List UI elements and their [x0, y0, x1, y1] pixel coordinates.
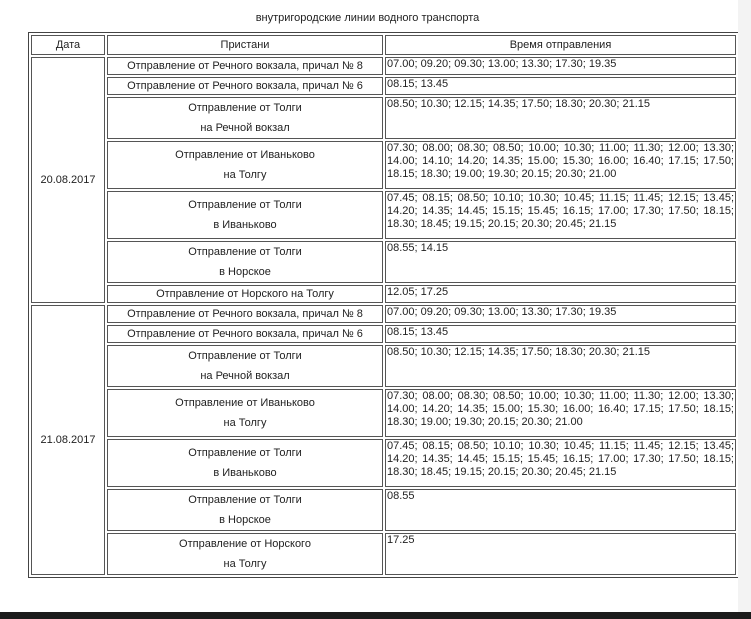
- departure-times-cell: 08.50; 10.30; 12.15; 14.35; 17.50; 18.30; 20.30; 21.15: [385, 345, 736, 387]
- pier-cell: [107, 345, 383, 387]
- header-row: [31, 35, 736, 55]
- pier-line: Отправление от Иваньково: [175, 397, 315, 409]
- pier-line: в Иваньково: [213, 467, 277, 479]
- pier-cell: [107, 77, 383, 95]
- departure-times-cell: 08.50; 10.30; 12.15; 14.35; 17.50; 18.30; 20.30; 21.15: [385, 97, 736, 139]
- departure-times-cell: 08.55; 14.15: [385, 241, 736, 283]
- pier-line: Отправление от Речного вокзала, причал № 6: [127, 79, 363, 92]
- pier-line: Отправление от Толги: [188, 102, 302, 114]
- departure-times-cell: 12.05; 17.25: [385, 285, 736, 303]
- departure-times-cell: 08.15; 13.45: [385, 77, 736, 95]
- pier-line: на Речной вокзал: [200, 370, 290, 382]
- table-row: [31, 97, 736, 139]
- table-row: [31, 325, 736, 343]
- departure-times-cell: 08.55: [385, 489, 736, 531]
- table-row: [31, 305, 736, 323]
- schedule-body: [31, 57, 736, 575]
- schedule-table: [28, 32, 739, 578]
- pier-line: Отправление от Норского: [179, 538, 311, 550]
- table-caption: внутригородские линии водного транспорта: [255, 12, 480, 24]
- pier-line: Отправление от Иваньково: [175, 149, 315, 161]
- departure-times-cell: 07.30; 08.00; 08.30; 08.50; 10.00; 10.30; 11.00; 11.30; 12.00; 13.30; 14.00; 14.20; 14.35; 15.00; 15.30; 16.00; 16.40; 17.15; 17.50; 18.15; 18.30; 19.00; 19.30; 20.15; 20.30; 21.00: [385, 389, 736, 437]
- table-row: [31, 533, 736, 575]
- pier-cell: [107, 533, 383, 575]
- pier-cell: [107, 191, 383, 239]
- table-row: [31, 389, 736, 437]
- date-cell: 21.08.2017: [31, 305, 105, 575]
- table-row: [31, 345, 736, 387]
- pier-line: Отправление от Речного вокзала, причал № 8: [127, 307, 363, 320]
- departure-times-cell: 08.15; 13.45: [385, 325, 736, 343]
- pier-line: Отправление от Толги: [188, 447, 302, 459]
- table-row: [31, 77, 736, 95]
- pier-cell: [107, 439, 383, 487]
- pier-line: в Иваньково: [213, 219, 277, 231]
- pier-line: в Норское: [219, 514, 271, 526]
- pier-line: Отправление от Толги: [188, 246, 302, 258]
- window-edge: [738, 0, 751, 612]
- pier-cell: [107, 325, 383, 343]
- date-cell: 20.08.2017: [31, 57, 105, 303]
- pier-cell: [107, 57, 383, 75]
- pier-cell: [107, 241, 383, 283]
- pier-cell: [107, 141, 383, 189]
- pier-cell: [107, 305, 383, 323]
- pier-cell: [107, 389, 383, 437]
- pier-line: на Толгу: [223, 417, 267, 429]
- pier-cell: [107, 97, 383, 139]
- pier-line: Отправление от Толги: [188, 350, 302, 362]
- table-row: [31, 285, 736, 303]
- header-time: Время отправления: [385, 35, 736, 55]
- pier-line: Отправление от Толги: [188, 494, 302, 506]
- pier-line: на Толгу: [223, 558, 267, 570]
- table-row: [31, 57, 736, 75]
- pier-cell: [107, 489, 383, 531]
- pier-line: Отправление от Речного вокзала, причал № 6: [127, 327, 363, 340]
- departure-times-cell: 17.25: [385, 533, 736, 575]
- pier-line: Отправление от Норского на Толгу: [156, 287, 334, 300]
- header-piers: Пристани: [107, 35, 383, 55]
- pier-cell: [107, 285, 383, 303]
- table-row: [31, 489, 736, 531]
- departure-times-cell: 07.00; 09.20; 09.30; 13.00; 13.30; 17.30; 19.35: [385, 57, 736, 75]
- table-row: [31, 439, 736, 487]
- table-row: [31, 191, 736, 239]
- pier-line: на Толгу: [223, 169, 267, 181]
- pier-line: Отправление от Речного вокзала, причал № 8: [127, 59, 363, 72]
- departure-times-cell: 07.45; 08.15; 08.50; 10.10; 10.30; 10.45; 11.15; 11.45; 12.15; 13.45; 14.20; 14.35; 14.45; 15.15; 15.45; 16.15; 17.00; 17.30; 17.50; 18.15; 18.30; 18.45; 19.15; 20.15; 20.30; 20.45; 21.15: [385, 191, 736, 239]
- departure-times-cell: 07.00; 09.20; 09.30; 13.00; 13.30; 17.30; 19.35: [385, 305, 736, 323]
- table-row: [31, 141, 736, 189]
- departure-times-cell: 07.30; 08.00; 08.30; 08.50; 10.00; 10.30; 11.00; 11.30; 12.00; 13.30; 14.00; 14.10; 14.20; 14.35; 15.00; 15.30; 16.00; 16.40; 17.15; 17.50; 18.15; 18.30; 19.00; 19.30; 20.15; 20.30; 21.00: [385, 141, 736, 189]
- departure-times-cell: 07.45; 08.15; 08.50; 10.10; 10.30; 10.45; 11.15; 11.45; 12.15; 13.45; 14.20; 14.35; 14.45; 15.15; 15.45; 16.15; 17.00; 17.30; 17.50; 18.15; 18.30; 18.45; 19.15; 20.15; 20.30; 20.45; 21.15: [385, 439, 736, 487]
- pier-line: Отправление от Толги: [188, 199, 302, 211]
- pier-line: в Норское: [219, 266, 271, 278]
- table-row: [31, 241, 736, 283]
- header-date: Дата: [31, 35, 105, 55]
- taskbar-edge: [0, 612, 751, 619]
- pier-line: на Речной вокзал: [200, 122, 290, 134]
